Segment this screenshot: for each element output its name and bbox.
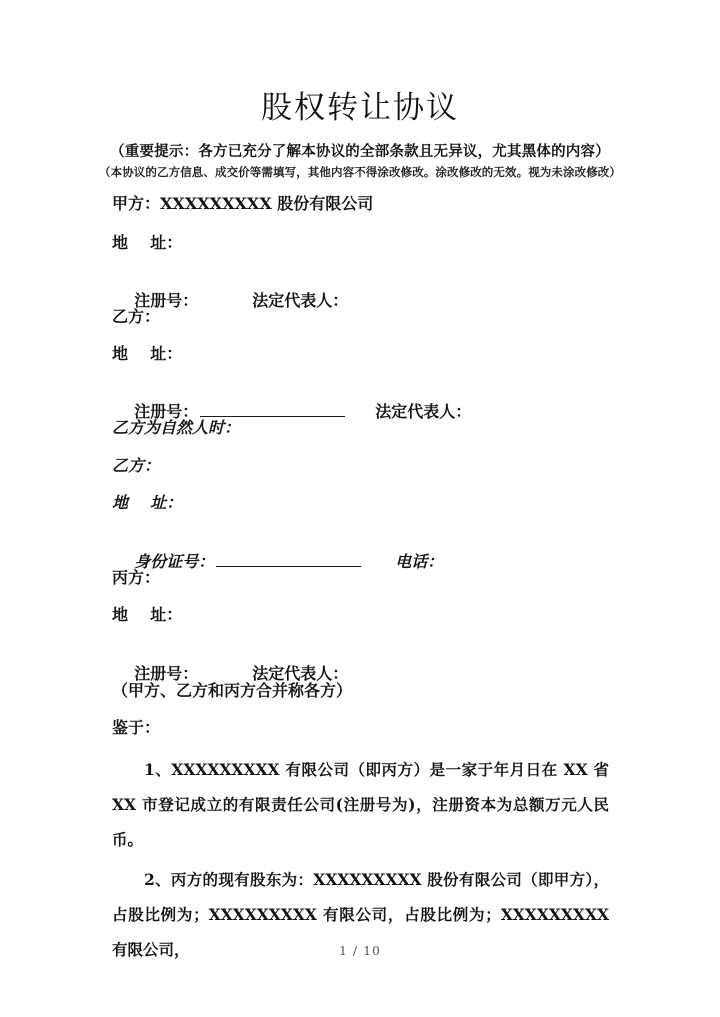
party-a-address: 地 址： xyxy=(112,233,183,252)
party-b-natural-address: 地 址： xyxy=(112,493,183,512)
party-b-reg-no-blank[interactable] xyxy=(200,402,345,417)
recital-item-2: 2、丙方的现有股东为：XXXXXXXXX 股份有限公司（即甲方），占股比例为；XXXXXXXXX 有限公司，占股比例为；XXXXXXXXX 有限公司， xyxy=(112,870,609,959)
party-b-natural-name: 乙方： xyxy=(112,456,161,475)
party-b-legal-rep-label: 法定代表人： xyxy=(375,402,472,421)
collective-parties-note: （甲方、乙方和丙方合并称各方） xyxy=(112,681,353,700)
page-number: 1 / 10 xyxy=(338,943,382,958)
party-b-id-no-blank[interactable] xyxy=(216,552,361,567)
party-b-reg-no-label: 注册号： xyxy=(134,402,199,421)
party-a-legal-rep-label: 法定代表人： xyxy=(252,291,349,310)
party-b-address: 地 址： xyxy=(112,344,183,363)
party-a-name: 甲方：XXXXXXXXX 股份有限公司 xyxy=(112,194,374,213)
page-title: 股权转让协议 xyxy=(261,90,459,126)
recitals-heading: 鉴于： xyxy=(112,718,161,737)
party-b-natural-heading: 乙方为自然人时： xyxy=(112,418,241,437)
party-b-id-no-label: 身份证号： xyxy=(134,552,215,571)
party-c-reg-no-label: 注册号： xyxy=(134,664,199,683)
party-b-phone-label: 电话： xyxy=(395,552,444,571)
party-a-reg-no-label: 注册号： xyxy=(134,291,199,310)
party-c-name: 丙方： xyxy=(112,568,161,587)
party-c-legal-rep-label: 法定代表人： xyxy=(252,664,349,683)
recital-item-1: 1、XXXXXXXXX 有限公司（即丙方）是一家于年月日在 XX 省 XX 市登记成立的有限责任公司(注册号为)，注册资本为总额万元人民币。 xyxy=(112,760,609,849)
party-b-name: 乙方： xyxy=(112,307,161,326)
fill-in-notice-line: （本协议的乙方信息、成交价等需填写，其他内容不得涂改修改。涂改修改的无效。视为未涂改修改） xyxy=(99,165,621,179)
important-notice-line: （重要提示：各方已充分了解本协议的全部条款且无异议，尤其黑体的内容） xyxy=(110,144,610,160)
party-c-address: 地 址： xyxy=(112,605,183,624)
